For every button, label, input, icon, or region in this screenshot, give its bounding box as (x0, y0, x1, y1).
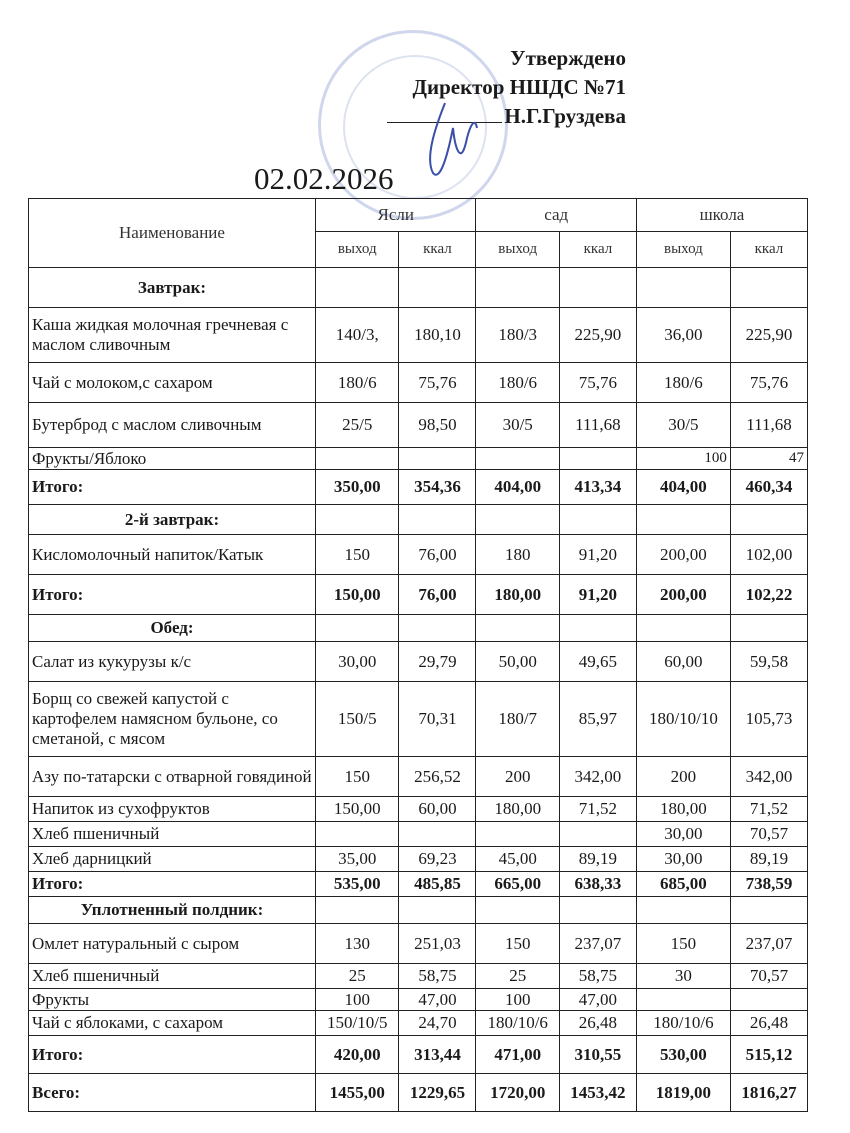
kcal-cell: 354,36 (399, 470, 476, 505)
yield-cell: 180/10/6 (476, 1011, 559, 1036)
yield-cell: 200,00 (636, 535, 730, 575)
dish-name: Салат из кукурузы к/с (29, 642, 316, 682)
kcal-cell: 26,48 (730, 1011, 807, 1036)
kcal-cell: 91,20 (559, 575, 636, 615)
kcal-cell: 58,75 (399, 964, 476, 989)
yield-cell: 25/5 (316, 403, 399, 448)
total-row (29, 872, 808, 897)
kcal-cell (730, 897, 807, 924)
table-row (29, 682, 808, 757)
header-sub: выход (316, 232, 399, 268)
kcal-cell: 1229,65 (399, 1074, 476, 1112)
dish-name: Омлет натуральный с сыром (29, 924, 316, 964)
kcal-cell (399, 448, 476, 470)
yield-cell: 200,00 (636, 575, 730, 615)
yield-cell: 150,00 (316, 575, 399, 615)
kcal-cell: 29,79 (399, 642, 476, 682)
signature-icon (415, 98, 485, 188)
kcal-cell: 1816,27 (730, 1074, 807, 1112)
yield-cell: 25 (316, 964, 399, 989)
yield-cell: 60,00 (636, 642, 730, 682)
dish-name: Фрукты/Яблоко (29, 448, 316, 470)
kcal-cell: 70,57 (730, 822, 807, 847)
kcal-cell: 89,19 (730, 847, 807, 872)
dish-name: Итого: (29, 872, 316, 897)
yield-cell: 1720,00 (476, 1074, 559, 1112)
dish-name: Напиток из сухофруктов (29, 797, 316, 822)
yield-cell (476, 505, 559, 535)
approval-position: Директор НШДС №71 (412, 75, 626, 99)
yield-cell (476, 268, 559, 308)
yield-cell: 30,00 (316, 642, 399, 682)
yield-cell: 200 (636, 757, 730, 797)
dish-name: Кисломолочный напиток/Катык (29, 535, 316, 575)
kcal-cell: 70,57 (730, 964, 807, 989)
kcal-cell: 111,68 (730, 403, 807, 448)
section-row (29, 268, 808, 308)
yield-cell: 180,00 (476, 575, 559, 615)
kcal-cell: 47 (730, 448, 807, 470)
yield-cell: 535,00 (316, 872, 399, 897)
yield-cell: 100 (636, 448, 730, 470)
yield-cell (316, 268, 399, 308)
dish-name: Чай с молоком,с сахаром (29, 363, 316, 403)
signatory-name: Н.Г.Груздева (504, 104, 626, 128)
kcal-cell: 70,31 (399, 682, 476, 757)
kcal-cell: 76,00 (399, 575, 476, 615)
table-row (29, 757, 808, 797)
yield-cell (476, 615, 559, 642)
yield-cell: 150/5 (316, 682, 399, 757)
menu-table (28, 198, 808, 1112)
yield-cell: 36,00 (636, 308, 730, 363)
table-row (29, 989, 808, 1011)
yield-cell (316, 615, 399, 642)
dish-name: Чай с яблоками, с сахаром (29, 1011, 316, 1036)
header-sub: ккал (399, 232, 476, 268)
table-row (29, 924, 808, 964)
yield-cell (476, 822, 559, 847)
dish-name: Итого: (29, 470, 316, 505)
kcal-cell: 91,20 (559, 535, 636, 575)
kcal-cell: 251,03 (399, 924, 476, 964)
kcal-cell: 47,00 (399, 989, 476, 1011)
header-name: Наименование (29, 199, 316, 268)
yield-cell (316, 897, 399, 924)
yield-cell: 50,00 (476, 642, 559, 682)
kcal-cell (559, 822, 636, 847)
kcal-cell: 26,48 (559, 1011, 636, 1036)
kcal-cell: 180,10 (399, 308, 476, 363)
yield-cell: 1455,00 (316, 1074, 399, 1112)
kcal-cell: 75,76 (399, 363, 476, 403)
approval-title: Утверждено (510, 46, 626, 70)
kcal-cell: 485,85 (399, 872, 476, 897)
yield-cell: 180/10/10 (636, 682, 730, 757)
header-group-shkola: школа (636, 199, 807, 232)
kcal-cell: 76,00 (399, 535, 476, 575)
kcal-cell (730, 268, 807, 308)
total-row (29, 470, 808, 505)
yield-cell: 530,00 (636, 1036, 730, 1074)
yield-cell: 180/3 (476, 308, 559, 363)
yield-cell (476, 448, 559, 470)
yield-cell: 404,00 (476, 470, 559, 505)
section-row (29, 505, 808, 535)
yield-cell (636, 897, 730, 924)
section-title: Завтрак: (29, 268, 316, 308)
kcal-cell (730, 615, 807, 642)
yield-cell: 471,00 (476, 1036, 559, 1074)
kcal-cell: 237,07 (730, 924, 807, 964)
yield-cell: 150 (476, 924, 559, 964)
yield-cell: 180,00 (636, 797, 730, 822)
dish-name: Итого: (29, 1036, 316, 1074)
yield-cell (316, 822, 399, 847)
dish-name: Борщ со свежей капустой с картофелем намясном бульоне, со сметаной, с мясом (29, 682, 316, 757)
yield-cell: 180/6 (316, 363, 399, 403)
kcal-cell (399, 268, 476, 308)
kcal-cell (559, 505, 636, 535)
section-row (29, 615, 808, 642)
kcal-cell (559, 268, 636, 308)
total-row (29, 1074, 808, 1112)
kcal-cell (559, 448, 636, 470)
table-row (29, 642, 808, 682)
yield-cell: 685,00 (636, 872, 730, 897)
dish-name: Фрукты (29, 989, 316, 1011)
yield-cell (476, 897, 559, 924)
dish-name: Хлеб пшеничный (29, 822, 316, 847)
kcal-cell: 69,23 (399, 847, 476, 872)
yield-cell (316, 505, 399, 535)
kcal-cell: 225,90 (559, 308, 636, 363)
total-row (29, 1036, 808, 1074)
yield-cell (636, 268, 730, 308)
kcal-cell: 111,68 (559, 403, 636, 448)
kcal-cell (399, 897, 476, 924)
yield-cell (636, 615, 730, 642)
kcal-cell: 71,52 (559, 797, 636, 822)
dish-name: Бутерброд с маслом сливочным (29, 403, 316, 448)
table-row (29, 964, 808, 989)
yield-cell: 30,00 (636, 822, 730, 847)
kcal-cell (399, 505, 476, 535)
kcal-cell (730, 505, 807, 535)
yield-cell: 150 (316, 535, 399, 575)
yield-cell: 180,00 (476, 797, 559, 822)
yield-cell: 30 (636, 964, 730, 989)
kcal-cell: 102,00 (730, 535, 807, 575)
yield-cell: 150 (636, 924, 730, 964)
kcal-cell: 225,90 (730, 308, 807, 363)
kcal-cell: 98,50 (399, 403, 476, 448)
yield-cell: 150,00 (316, 797, 399, 822)
kcal-cell: 60,00 (399, 797, 476, 822)
kcal-cell: 75,76 (559, 363, 636, 403)
kcal-cell: 47,00 (559, 989, 636, 1011)
kcal-cell: 342,00 (559, 757, 636, 797)
yield-cell: 180/7 (476, 682, 559, 757)
yield-cell: 1819,00 (636, 1074, 730, 1112)
kcal-cell: 256,52 (399, 757, 476, 797)
yield-cell: 150 (316, 757, 399, 797)
dish-name: Каша жидкая молочная гречневая с маслом сливочным (29, 308, 316, 363)
yield-cell: 180 (476, 535, 559, 575)
table-row (29, 822, 808, 847)
table-row (29, 308, 808, 363)
table-row (29, 363, 808, 403)
header-sub: выход (636, 232, 730, 268)
section-title: 2-й завтрак: (29, 505, 316, 535)
kcal-cell: 313,44 (399, 1036, 476, 1074)
header-sub: выход (476, 232, 559, 268)
header-sub: ккал (730, 232, 807, 268)
yield-cell: 45,00 (476, 847, 559, 872)
section-row (29, 897, 808, 924)
yield-cell: 100 (476, 989, 559, 1011)
yield-cell: 665,00 (476, 872, 559, 897)
kcal-cell: 310,55 (559, 1036, 636, 1074)
dish-name: Азу по-татарски с отварной говядиной (29, 757, 316, 797)
kcal-cell (559, 897, 636, 924)
dish-name: Хлеб дарницкий (29, 847, 316, 872)
kcal-cell (399, 615, 476, 642)
kcal-cell: 49,65 (559, 642, 636, 682)
table-row (29, 403, 808, 448)
dish-name: Хлеб пшеничный (29, 964, 316, 989)
header-group-yasli: Ясли (316, 199, 476, 232)
kcal-cell: 105,73 (730, 682, 807, 757)
kcal-cell: 460,34 (730, 470, 807, 505)
yield-cell: 25 (476, 964, 559, 989)
kcal-cell: 413,34 (559, 470, 636, 505)
kcal-cell: 71,52 (730, 797, 807, 822)
kcal-cell: 75,76 (730, 363, 807, 403)
dish-name: Итого: (29, 575, 316, 615)
section-title: Обед: (29, 615, 316, 642)
kcal-cell: 515,12 (730, 1036, 807, 1074)
kcal-cell: 738,59 (730, 872, 807, 897)
header-row-groups (29, 199, 808, 232)
section-title: Уплотненный полдник: (29, 897, 316, 924)
yield-cell: 100 (316, 989, 399, 1011)
kcal-cell: 237,07 (559, 924, 636, 964)
yield-cell: 30,00 (636, 847, 730, 872)
menu-date: 02.02.2026 (254, 161, 394, 196)
kcal-cell: 638,33 (559, 872, 636, 897)
kcal-cell: 58,75 (559, 964, 636, 989)
yield-cell: 130 (316, 924, 399, 964)
total-row (29, 575, 808, 615)
kcal-cell: 102,22 (730, 575, 807, 615)
header-sub: ккал (559, 232, 636, 268)
yield-cell: 180/10/6 (636, 1011, 730, 1036)
kcal-cell: 59,58 (730, 642, 807, 682)
yield-cell (636, 505, 730, 535)
yield-cell: 200 (476, 757, 559, 797)
yield-cell: 30/5 (476, 403, 559, 448)
header-group-sad: сад (476, 199, 636, 232)
table-row (29, 847, 808, 872)
kcal-cell (399, 822, 476, 847)
dish-name: Всего: (29, 1074, 316, 1112)
yield-cell: 420,00 (316, 1036, 399, 1074)
yield-cell: 180/6 (636, 363, 730, 403)
table-row (29, 1011, 808, 1036)
yield-cell (316, 448, 399, 470)
table-row (29, 797, 808, 822)
yield-cell (636, 989, 730, 1011)
kcal-cell (730, 989, 807, 1011)
yield-cell: 404,00 (636, 470, 730, 505)
yield-cell: 180/6 (476, 363, 559, 403)
yield-cell: 350,00 (316, 470, 399, 505)
kcal-cell: 1453,42 (559, 1074, 636, 1112)
yield-cell: 35,00 (316, 847, 399, 872)
yield-cell: 150/10/5 (316, 1011, 399, 1036)
kcal-cell: 89,19 (559, 847, 636, 872)
table-row (29, 535, 808, 575)
yield-cell: 30/5 (636, 403, 730, 448)
kcal-cell: 342,00 (730, 757, 807, 797)
table-row (29, 448, 808, 470)
kcal-cell: 24,70 (399, 1011, 476, 1036)
kcal-cell (559, 615, 636, 642)
kcal-cell: 85,97 (559, 682, 636, 757)
yield-cell: 140/3, (316, 308, 399, 363)
